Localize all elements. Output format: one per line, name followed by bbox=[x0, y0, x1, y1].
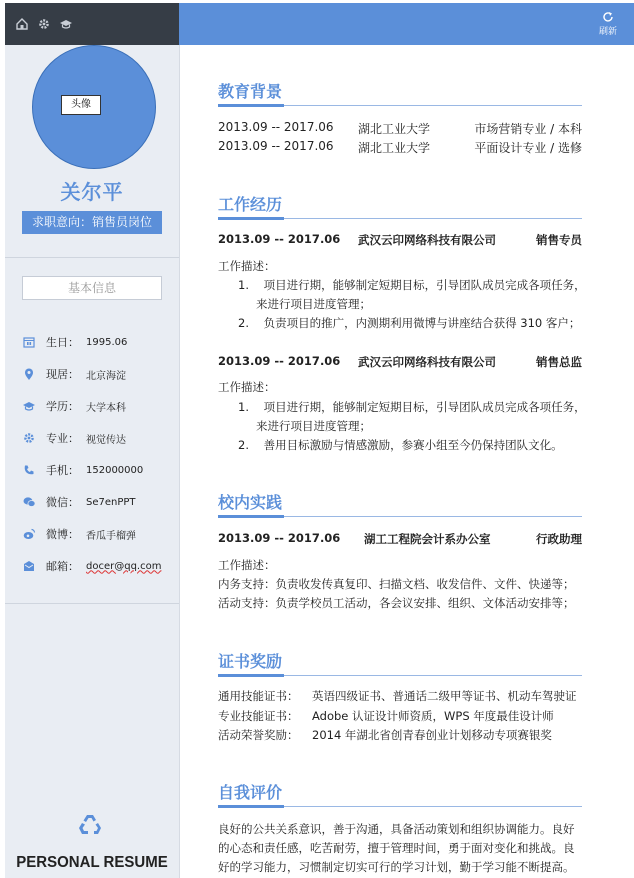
job-intent-badge: 求职意向：销售员岗位 bbox=[22, 211, 162, 234]
graduation-cap-icon bbox=[22, 399, 36, 413]
section-education bbox=[218, 79, 582, 107]
edu-date-2: 2013.09 -- 2017.06 bbox=[218, 139, 334, 153]
campus-line: 活动支持：负责学校员工活动，各会议安排、组织、文体活动安排等； bbox=[218, 596, 575, 610]
award-value: 2014 年湖北省创青春创业计划移动专项赛银奖 bbox=[312, 728, 552, 742]
job2-company: 武汉云印网络科技有限公司 bbox=[358, 355, 496, 369]
job1-company: 武汉云印网络科技有限公司 bbox=[358, 233, 496, 247]
award-label: 通用技能证书： bbox=[218, 689, 299, 703]
section-rule bbox=[218, 104, 582, 107]
campus-org: 湖工工程院会计系办公室 bbox=[364, 532, 491, 546]
basic-info-heading: 基本信息 bbox=[22, 276, 162, 300]
job1-role: 销售专员 bbox=[536, 233, 582, 247]
wechat-icon bbox=[22, 495, 36, 509]
location-pin-icon bbox=[22, 367, 36, 381]
avatar-label: 头像 bbox=[61, 95, 101, 115]
list-item: 2. 善用目标激励与情感激励，参赛小组至今仍保持团队文化。 bbox=[238, 438, 563, 452]
mail-icon bbox=[22, 559, 36, 573]
info-phone: 手机： 152000000 bbox=[22, 462, 143, 478]
edu-date-1: 2013.09 -- 2017.06 bbox=[218, 120, 334, 134]
job2-role: 销售总监 bbox=[536, 355, 582, 369]
settings-gear-icon[interactable] bbox=[37, 17, 51, 31]
list-item: 来进行项目进度管理； bbox=[256, 297, 371, 311]
phone-icon bbox=[22, 463, 36, 477]
info-wechat: 微信： Se7enPPT bbox=[22, 494, 136, 510]
sidebar-divider bbox=[5, 257, 179, 258]
self-line: 良好的公共关系意识，善于沟通，具备活动策划和组织协调能力。良好 bbox=[218, 822, 575, 836]
calendar-icon bbox=[22, 335, 36, 349]
award-label: 活动荣誉奖励： bbox=[218, 728, 299, 742]
section-title-work: 工作经历 bbox=[218, 195, 283, 214]
info-weibo: 微博： 香瓜手榴弹 bbox=[22, 526, 136, 542]
edu-school-2: 湖北工业大学 bbox=[358, 141, 431, 155]
list-item: 1. 项目进行期，能够制定短期目标，引导团队成员完成各项任务， bbox=[238, 400, 586, 414]
info-email: 邮箱： docer@qq.com bbox=[22, 558, 161, 574]
avatar bbox=[32, 45, 156, 169]
edu-major-2: 平面设计专业 / 选修 bbox=[474, 141, 582, 155]
section-work bbox=[218, 192, 582, 220]
graduation-cap-toolbar-icon[interactable] bbox=[59, 17, 73, 31]
edu-school-1: 湖北工业大学 bbox=[358, 122, 431, 136]
campus-desc-label: 工作描述： bbox=[218, 558, 276, 572]
self-line: 的心态和责任感，吃苦耐劳，擅于管理时间，勇于面对变化和挑战。良 bbox=[218, 841, 575, 855]
campus-role: 行政助理 bbox=[536, 532, 582, 546]
self-line: 好的学习能力，习惯制定切实可行的学习计划，勤于学习能不断提高。 bbox=[218, 860, 575, 874]
award-value: 英语四级证书、普通话二级甲等证书、机动车驾驶证 bbox=[312, 689, 577, 703]
sidebar bbox=[5, 3, 180, 878]
job2-date: 2013.09 -- 2017.06 bbox=[218, 354, 341, 368]
job1-desc-label: 工作描述： bbox=[218, 259, 276, 273]
candidate-name: 关尔平 bbox=[60, 180, 124, 204]
section-title-education: 教育背景 bbox=[218, 82, 283, 101]
list-item: 来进行项目进度管理； bbox=[256, 419, 371, 433]
list-item: 1. 项目进行期，能够制定短期目标，引导团队成员完成各项任务， bbox=[238, 278, 586, 292]
recycle-icon bbox=[77, 813, 103, 841]
info-education: 学历： 大学本科 bbox=[22, 398, 126, 414]
job1-date: 2013.09 -- 2017.06 bbox=[218, 232, 341, 246]
list-item: 2. 负责项目的推广，内测期利用微博与讲座结合获得 310 客户； bbox=[238, 316, 581, 330]
section-title-awards: 证书奖励 bbox=[218, 652, 283, 671]
personal-resume-footer: PERSONAL RESUME bbox=[16, 853, 168, 872]
section-campus bbox=[218, 490, 582, 518]
gear-icon bbox=[22, 431, 36, 445]
top-bar bbox=[179, 3, 634, 45]
sidebar-toolbar bbox=[5, 3, 179, 45]
award-value: Adobe 认证设计师资质，WPS 年度最佳设计师 bbox=[312, 709, 554, 723]
section-title-campus: 校内实践 bbox=[218, 493, 283, 512]
job2-desc-label: 工作描述： bbox=[218, 380, 276, 394]
refresh-button[interactable] bbox=[596, 11, 620, 37]
edu-major-1: 市场营销专业 / 本科 bbox=[474, 122, 582, 136]
refresh-label: 刷新 bbox=[598, 27, 617, 37]
sidebar-divider-bottom bbox=[5, 603, 179, 604]
section-rule bbox=[218, 515, 582, 518]
section-self bbox=[218, 780, 582, 808]
section-rule bbox=[218, 805, 582, 808]
info-major: 专业： 视觉传达 bbox=[22, 430, 126, 446]
section-rule bbox=[218, 674, 582, 677]
campus-date: 2013.09 -- 2017.06 bbox=[218, 531, 341, 545]
campus-line: 内务支持：负责收发传真复印、扫描文档、收发信件、文件、快递等； bbox=[218, 577, 575, 591]
section-title-self: 自我评价 bbox=[218, 783, 283, 802]
home-icon[interactable] bbox=[15, 17, 29, 31]
refresh-icon bbox=[602, 11, 614, 23]
weibo-icon bbox=[22, 527, 36, 541]
section-awards bbox=[218, 649, 582, 677]
info-birthday: 生日： 1995.06 bbox=[22, 334, 127, 350]
section-rule bbox=[218, 217, 582, 220]
info-residence: 现居： 北京海淀 bbox=[22, 366, 126, 382]
award-label: 专业技能证书： bbox=[218, 709, 299, 723]
